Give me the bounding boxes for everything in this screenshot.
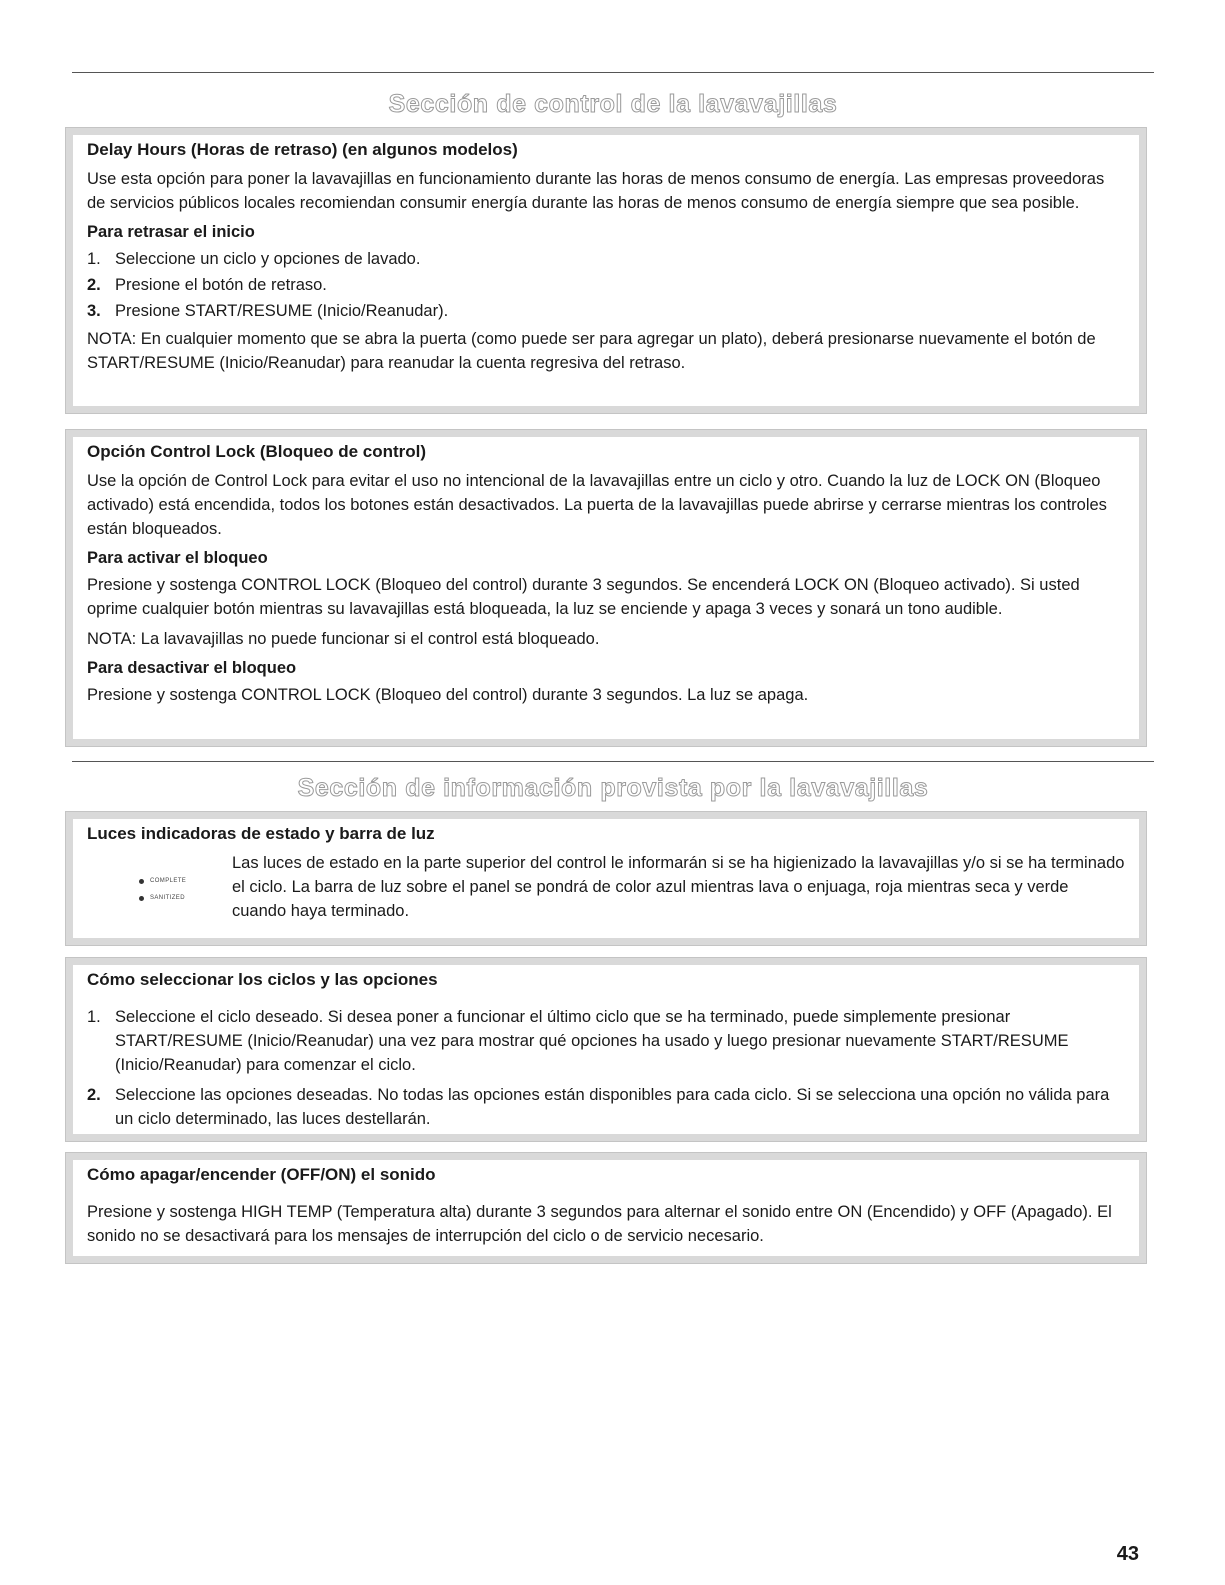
activate-lock-heading: Para activar el bloqueo bbox=[87, 549, 268, 567]
select-steps-list bbox=[87, 1005, 1125, 1131]
top-rule bbox=[72, 72, 1154, 73]
step-text: Seleccione las opciones deseadas. No todas las opciones están disponibles para cada ciclo. Si se selecciona una opción no válida para un ciclo determinado, las luces destellarán. bbox=[115, 1086, 1110, 1128]
activate-lock-text: Presione y sostenga CONTROL LOCK (Bloqueo del control) durante 3 segundos. Se encenderá LOCK ON (Bloqueo activado). Si usted oprime cualquier botón mientras su lavavajillas está bloqueada, la luz se enciende y apaga 3 veces y sonará un tono audible. bbox=[87, 576, 1080, 618]
control-lock-heading: Opción Control Lock (Bloqueo de control) bbox=[87, 442, 427, 461]
complete-led-label: COMPLETE bbox=[150, 878, 187, 884]
deactivate-lock-heading: Para desactivar el bloqueo bbox=[87, 659, 297, 677]
list-item bbox=[87, 247, 1125, 271]
sound-heading: Cómo apagar/encender (OFF/ON) el sonido bbox=[87, 1165, 436, 1184]
control-lock-note: NOTA: La lavavajillas no puede funcionar si el control está bloqueado. bbox=[87, 630, 600, 648]
delay-hours-box bbox=[66, 128, 1146, 413]
list-item bbox=[87, 1083, 1125, 1131]
led-dot-icon bbox=[139, 896, 144, 901]
step-text: Seleccione un ciclo y opciones de lavado. bbox=[115, 250, 421, 268]
list-item bbox=[87, 273, 1125, 297]
list-item bbox=[87, 299, 1125, 323]
step-text: Presione el botón de retraso. bbox=[115, 276, 327, 294]
step-number: 3. bbox=[87, 302, 101, 320]
delay-hours-intro: Use esta opción para poner la lavavajillas en funcionamiento durante las horas de menos consumo de energía. Las empresas proveedoras de servicios públicos locales recomiendan consumir energía durante las horas de menos consumo de energía siempre que sea posible. bbox=[87, 170, 1105, 212]
status-content bbox=[87, 851, 1125, 929]
section-title-control: Sección de control de la lavavajillas bbox=[388, 90, 838, 118]
step-number: 2. bbox=[87, 1086, 101, 1104]
complete-led bbox=[139, 878, 186, 884]
step-text: Seleccione el ciclo deseado. Si desea poner a funcionar el último ciclo que se ha terminado, puede simplemente presionar START/RESUME (Inicio/Reanudar) una vez para mostrar qué opciones ha usado y luego presionar nuevamente START/RESUME (Inicio/Reanudar) para comenzar el ciclo. bbox=[115, 1008, 1069, 1074]
section-title-info: Sección de información provista por la lavavajillas bbox=[297, 774, 929, 802]
step-number: 2. bbox=[87, 276, 101, 294]
led-dot-icon bbox=[139, 879, 144, 884]
select-cycles-heading: Cómo seleccionar los ciclos y las opciones bbox=[87, 970, 438, 989]
status-lights-box bbox=[66, 812, 1146, 945]
step-text: Presione START/RESUME (Inicio/Reanudar). bbox=[115, 302, 449, 320]
status-lights-heading: Luces indicadoras de estado y barra de luz bbox=[87, 824, 435, 843]
select-cycles-box bbox=[66, 958, 1146, 1141]
list-item bbox=[87, 1005, 1125, 1077]
sound-box bbox=[66, 1153, 1146, 1263]
page-number: 43 bbox=[1116, 1543, 1139, 1565]
sound-text: Presione y sostenga HIGH TEMP (Temperatura alta) durante 3 segundos para alternar el sonido entre ON (Encendido) y OFF (Apagado). El sonido no se desactivará para los mensajes de interrupción del ciclo o de servicio necesario. bbox=[87, 1203, 1112, 1245]
control-lock-box bbox=[66, 430, 1146, 746]
delay-subheading: Para retrasar el inicio bbox=[87, 223, 255, 241]
step-number: 1. bbox=[87, 250, 101, 268]
delay-hours-heading: Delay Hours (Horas de retraso) (en algunos modelos) bbox=[87, 140, 518, 159]
delay-note: NOTA: En cualquier momento que se abra la puerta (como puede ser para agregar un plato), deberá presionarse nuevamente el botón de START/RESUME (Inicio/Reanudar) para reanudar la cuenta regresiva del retraso. bbox=[87, 330, 1096, 372]
sanitized-led bbox=[139, 895, 185, 901]
control-lock-intro: Use la opción de Control Lock para evitar el uso no intencional de la lavavajillas entre un ciclo y otro. Cuando la luz de LOCK ON (Bloqueo activado) está encendida, todos los botones están desactivados. La puerta de la lavavajillas puede abrirse y cerrarse mientras los controles están bloqueados. bbox=[87, 472, 1107, 538]
middle-rule bbox=[72, 761, 1154, 762]
status-panel-illustration bbox=[87, 851, 232, 923]
sanitized-led-label: SANITIZED bbox=[150, 895, 185, 901]
step-number: 1. bbox=[87, 1008, 101, 1026]
deactivate-lock-text: Presione y sostenga CONTROL LOCK (Bloqueo del control) durante 3 segundos. La luz se apaga. bbox=[87, 686, 809, 704]
status-lights-text: Las luces de estado en la parte superior del control le informarán si se ha higienizado la lavavajillas y/o si se ha terminado el ciclo. La barra de luz sobre el panel se pondrá de color azul mientras lava o enjuaga, roja mientras seca y verde cuando haya terminado. bbox=[232, 854, 1125, 920]
delay-steps-list bbox=[87, 247, 1125, 323]
